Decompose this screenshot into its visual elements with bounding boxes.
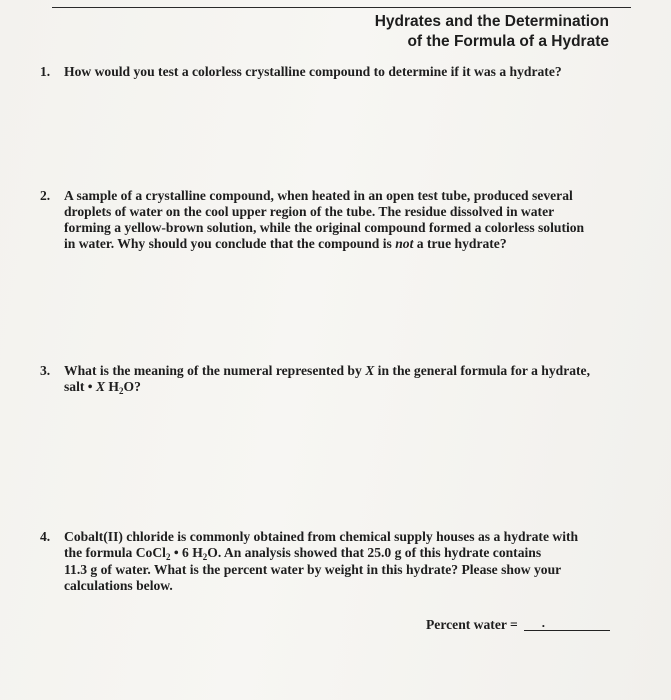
answer-blank-line[interactable] xyxy=(524,615,610,631)
variable-x: X xyxy=(95,379,106,394)
question-line: How would you test a colorless crystalline compound to determine if it was a hydrate? xyxy=(64,64,562,79)
question-text xyxy=(64,188,630,252)
question-line: droplets of water on the cool upper region of the tube. The residue dissolved in water xyxy=(64,204,555,219)
question-number: 2. xyxy=(40,188,51,203)
question-line-part: in the general formula for a hydrate, xyxy=(374,363,590,378)
title-line-2: of the Formula of a Hydrate xyxy=(407,33,609,50)
question-1 xyxy=(40,64,630,80)
question-line xyxy=(64,545,630,562)
question-3 xyxy=(40,363,630,396)
question-number: 3. xyxy=(40,363,51,378)
subscript: 2 xyxy=(165,552,171,562)
question-line-part: in water. Why should you conclude that the compound is xyxy=(64,236,396,251)
title-line-1: Hydrates and the Determination xyxy=(374,13,609,30)
question-line xyxy=(64,236,630,252)
question-line-part: H xyxy=(105,379,120,394)
question-text xyxy=(64,64,630,80)
top-rule xyxy=(52,7,631,8)
question-line-part: O? xyxy=(123,379,141,394)
question-text xyxy=(64,529,630,594)
question-line: calculations below. xyxy=(64,578,173,593)
question-line: 11.3 g of water. What is the percent water by weight in this hydrate? Please show your xyxy=(64,562,562,577)
question-line xyxy=(64,363,630,379)
subscript: 2 xyxy=(119,386,124,396)
blank-dot: . xyxy=(541,615,546,630)
emphasis-not: not xyxy=(395,236,414,251)
question-line: A sample of a crystalline compound, when heated in an open test tube, produced several xyxy=(64,188,573,203)
percent-water-label: Percent water = xyxy=(426,617,518,632)
question-line xyxy=(64,379,630,396)
question-line-part: O. An analysis showed that 25.0 g of this hydrate contains xyxy=(207,545,542,560)
variable-x: X xyxy=(365,363,375,378)
question-line-part: What is the meaning of the numeral represented by xyxy=(64,363,366,378)
question-number: 4. xyxy=(40,529,51,544)
question-4 xyxy=(40,529,630,594)
question-text xyxy=(64,363,630,396)
question-number: 1. xyxy=(40,64,51,79)
question-line: Cobalt(II) chloride is commonly obtained from chemical supply houses as a hydrate with xyxy=(64,529,579,544)
question-line: forming a yellow-brown solution, while the original compound formed a colorless solution xyxy=(64,220,585,235)
subscript: 2 xyxy=(202,552,208,562)
percent-water-answer xyxy=(426,617,610,633)
question-line-part: a true hydrate? xyxy=(413,236,507,251)
page-title xyxy=(375,12,609,52)
question-line-part: salt • xyxy=(64,379,96,394)
question-line-part: the formula CoCl xyxy=(64,545,166,560)
question-line-part: • 6 H xyxy=(170,545,203,560)
question-2 xyxy=(40,188,630,252)
